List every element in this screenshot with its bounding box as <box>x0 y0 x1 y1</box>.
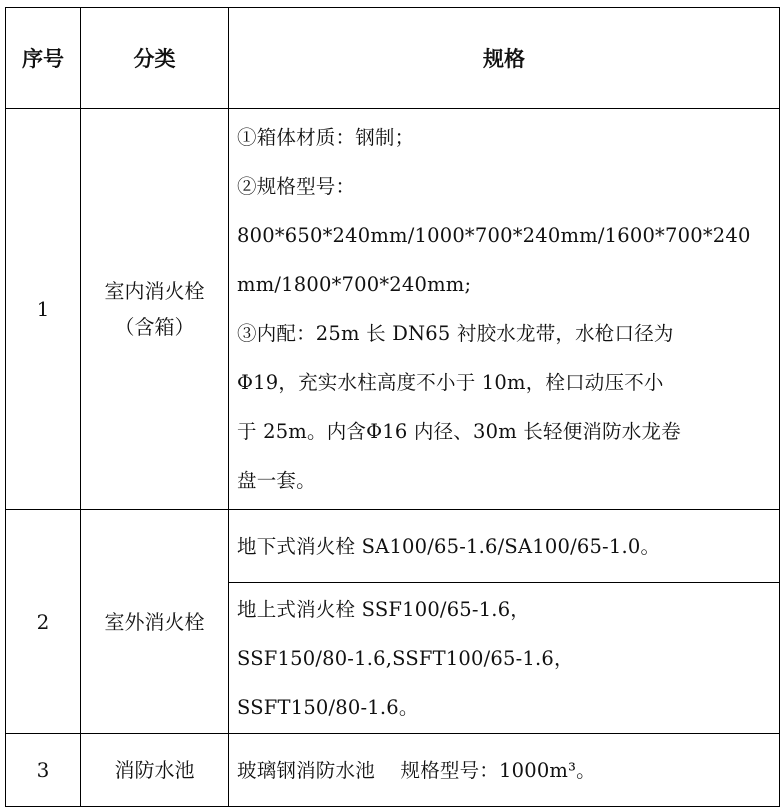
row-1-spec-line: Φ19，充实水柱高度不小于 10m，栓口动压不小 <box>237 371 664 394</box>
row-2-spec-underground <box>229 510 780 583</box>
table-row-2 <box>6 510 780 583</box>
row-2-category-line: 室外消火栓 <box>104 609 205 634</box>
row-1-spec <box>229 109 780 510</box>
row-2-spec-b-line: SSF150/80-1.6,SSFT100/65-1.6， <box>237 646 574 670</box>
header-row <box>6 8 780 109</box>
row-3-category-line: 消防水池 <box>114 758 195 782</box>
row-3-no: 3 <box>6 734 81 807</box>
row-1-spec-line: mm/1800*700*240mm; <box>237 273 472 296</box>
table-row-1 <box>6 109 780 510</box>
row-3-category <box>81 734 229 807</box>
row-1-category-line: （含箱） <box>114 315 195 339</box>
row-2-category <box>81 510 229 734</box>
spec-table <box>5 7 780 807</box>
row-3-spec <box>229 734 780 807</box>
row-2-no: 2 <box>6 510 81 734</box>
row-1-spec-line: 于 25m。内含Φ16 内径、30m 长轻便消防水龙卷 <box>237 420 681 443</box>
row-1-category-line: 室内消火栓 <box>104 279 205 303</box>
row-1-spec-line: 800*650*240mm/1000*700*240mm/1600*700*240 <box>237 224 751 247</box>
row-2-spec-a-line: 地下式消火栓 SA100/65-1.6/SA100/65-1.0。 <box>237 534 661 558</box>
header-spec: 规格 <box>229 8 780 109</box>
row-3-spec-line: 玻璃钢消防水池 规格型号：1000m³。 <box>237 758 596 782</box>
row-1-spec-line: ③内配：25m 长 DN65 衬胶水龙带，水枪口径为 <box>237 322 674 345</box>
row-2-spec-b-line: SSFT150/80-1.6。 <box>237 695 419 719</box>
row-1-spec-line: 盘一套。 <box>237 469 316 492</box>
row-2-spec-aboveground <box>229 583 780 734</box>
row-1-spec-line: ②规格型号： <box>237 175 356 198</box>
header-category: 分类 <box>81 8 229 109</box>
table-row-3 <box>6 734 780 807</box>
row-1-category <box>81 109 229 510</box>
header-no: 序号 <box>6 8 81 109</box>
row-1-spec-line: ①箱体材质：钢制； <box>237 126 415 149</box>
row-2-spec-b-line: 地上式消火栓 SSF100/65-1.6， <box>237 597 531 621</box>
row-1-no: 1 <box>6 109 81 510</box>
